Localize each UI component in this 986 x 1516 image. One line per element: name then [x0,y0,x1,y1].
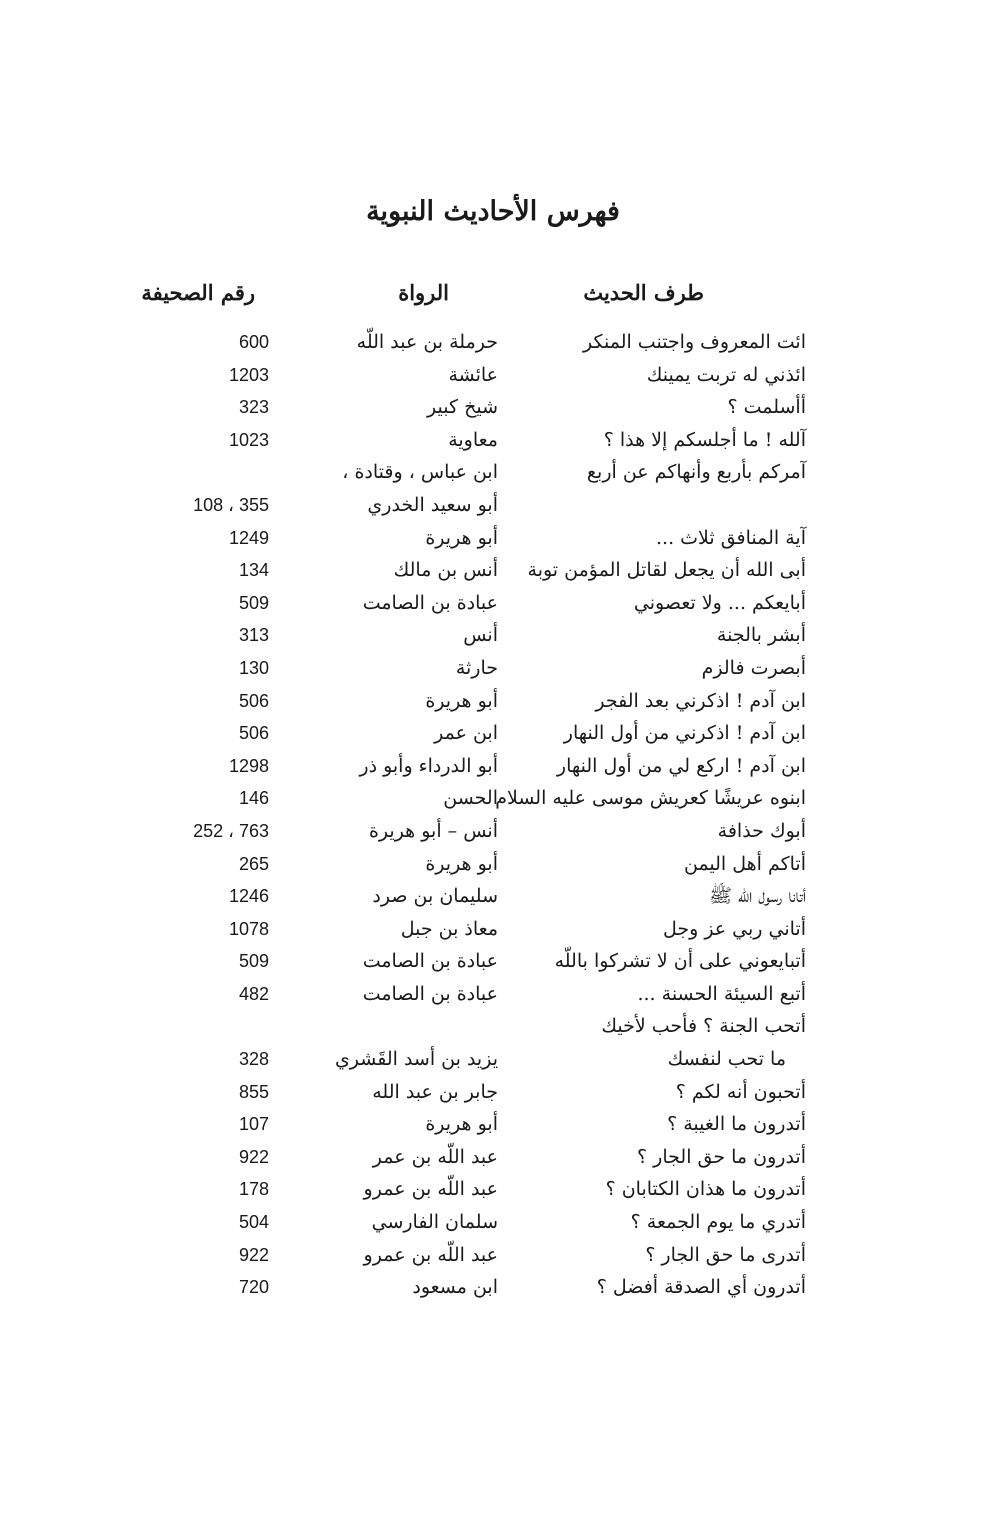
narrator: معاذ بن جبل [400,917,498,940]
index-row [0,619,986,652]
page-number: 482 [238,983,269,1004]
index-row [0,1206,986,1239]
column-header-page: رقم الصحيفة [141,280,255,305]
page-title: فهرس الأحاديث النبوية [366,196,620,227]
page-number: 328 [238,1049,269,1070]
index-row [0,815,986,848]
page-number: 1023 [228,429,269,450]
index-row [0,1239,986,1272]
page-number: 1298 [228,755,269,776]
hadith-incipit: ابن آدم ! اذكرني بعد الفجر [595,689,806,712]
page-number: 509 [238,592,269,613]
page-number: 506 [238,723,269,744]
index-row [0,913,986,946]
narrator: الحسن [443,787,498,810]
page-number: 108 ، 355 [193,494,269,515]
narrator: عبادة بن الصامت [362,591,498,614]
index-row [0,424,986,457]
page-number: 509 [238,951,269,972]
narrator: أبو هريرة [425,689,498,712]
index-row [0,717,986,750]
page-number: 504 [238,1212,269,1233]
column-header-hadith: طرف الحديث [583,280,704,305]
index-row [0,489,986,522]
index-row [0,456,986,489]
hadith-incipit: أتحب الجنة ؟ فأحب لأخيك [601,1015,806,1038]
hadith-incipit: ابن آدم ! اذكرني من أول النهار [563,722,806,745]
hadith-incipit: أتدرون ما حق الجار ؟ [637,1145,806,1168]
index-row [0,1173,986,1206]
narrator: أنس [463,624,498,647]
page-number: 130 [238,657,269,678]
hadith-incipit: ائت المعروف واجتنب المنكر [583,331,806,353]
narrator: عبادة بن الصامت [362,950,498,973]
narrator: عبد اللّه بن عمر [372,1145,498,1168]
narrator: جابر بن عبد الله [372,1080,498,1103]
index-row [0,750,986,783]
page-number: 855 [238,1081,269,1102]
page-number: 252 ، 763 [193,820,269,841]
index-row [0,945,986,978]
hadith-incipit: أتدرون أي الصدقة أفضل ؟ [596,1276,806,1299]
hadith-incipit: أبصرت فالزم [701,656,806,679]
index-row [0,1076,986,1109]
narrator: عبد اللّه بن عمرو [363,1178,498,1201]
page-number: 313 [238,625,269,646]
narrator: أبو الدرداء وأبو ذر [359,754,498,777]
narrator: عبادة بن الصامت [362,982,498,1005]
hadith-incipit: ابنوه عريشًا كعريش موسى عليه السلام [495,787,806,810]
index-row [0,359,986,392]
hadith-incipit: أتاكم أهل اليمن [683,852,806,875]
index-row [0,1010,986,1043]
hadith-incipit: أبشر بالجنة [716,624,806,647]
narrator: عبد اللّه بن عمرو [363,1243,498,1266]
hadith-incipit: أتدري ما يوم الجمعة ؟ [630,1211,806,1234]
narrator: معاوية [448,428,498,451]
index-row [0,554,986,587]
page-number: 265 [238,853,269,874]
page-number: 506 [238,690,269,711]
page-number: 1249 [228,527,269,548]
page-number: 107 [238,1114,269,1135]
narrator: أبو هريرة [425,526,498,549]
hadith-incipit: أبى الله أن يجعل لقاتل المؤمن توبة [527,559,806,582]
index-row [0,326,986,359]
page-number: 1203 [228,364,269,385]
narrator: سلمان الفارسي [371,1211,498,1234]
index-row [0,522,986,555]
hadith-incipit: ائذني له تربت يمينك [646,363,806,386]
page-number: 1078 [228,918,269,939]
index-row [0,848,986,881]
page-number: 134 [238,560,269,581]
narrator: سليمان بن صرد [372,885,498,908]
narrator: أبو هريرة [425,1113,498,1136]
page-number: 323 [238,397,269,418]
index-row [0,685,986,718]
hadith-incipit: أتانا رسول اللّه ﷺ [709,885,806,908]
hadith-incipit: أتبع السيئة الحسنة ... [637,982,806,1005]
index-row [0,782,986,815]
narrator: حارثة [455,656,498,679]
index-row [0,391,986,424]
hadith-incipit: أأسلمت ؟ [727,396,806,419]
column-header-narrators: الرواة [398,280,449,305]
page-number: 922 [238,1244,269,1265]
index-row [0,1141,986,1174]
narrator: أنس – أبو هريرة [368,819,498,842]
narrator: ابن عباس ، وقتادة ، [342,461,498,484]
hadith-incipit: أتدرون ما الغيبة ؟ [667,1113,806,1136]
hadith-incipit: آية المنافق ثلاث ... [655,526,806,549]
hadith-incipit: ما تحب لنفسك [667,1048,786,1071]
hadith-incipit: أبايعكم ... ولا تعصوني [633,591,806,614]
hadith-incipit: أتاني ربي عز وجل [662,917,806,940]
hadith-incipit: آلله ! ما أجلسكم إلا هذا ؟ [603,428,806,451]
page-number: 600 [238,332,269,352]
narrator: ابن مسعود [412,1276,498,1299]
index-row [0,1043,986,1076]
narrator: حرملة بن عبد اللّه [356,331,498,353]
narrator: أبو هريرة [425,852,498,875]
narrator: شيخ كبير [427,396,498,419]
hadith-incipit: أتدرى ما حق الجار ؟ [645,1243,806,1266]
narrator: عائشة [448,363,498,386]
index-row [0,1108,986,1141]
narrator: أنس بن مالك [393,559,498,582]
page-number: 720 [238,1277,269,1298]
hadith-incipit: أتحبون أنه لكم ؟ [675,1080,806,1103]
index-row [0,652,986,685]
page-number: 146 [238,788,269,809]
hadith-incipit: آمركم بأربع وأنهاكم عن أربع [586,461,806,484]
page-number: 1246 [228,886,269,907]
narrator: يزيد بن أسد القَشري [334,1048,498,1071]
hadith-incipit: ابن آدم ! اركع لي من أول النهار [556,754,806,777]
index-row [0,880,986,913]
narrator: أبو سعيد الخدري [367,493,498,516]
page-number: 922 [238,1146,269,1167]
index-row [0,1271,986,1304]
hadith-incipit: أتبايعوني على أن لا تشركوا باللّه [554,950,806,973]
hadith-incipit: أتدرون ما هذان الكتابان ؟ [605,1178,806,1201]
narrator: ابن عمر [434,722,498,745]
index-table [0,326,986,1304]
page-number: 178 [238,1179,269,1200]
index-row [0,587,986,620]
hadith-incipit: أبوك حذافة [717,819,806,842]
index-row [0,978,986,1011]
